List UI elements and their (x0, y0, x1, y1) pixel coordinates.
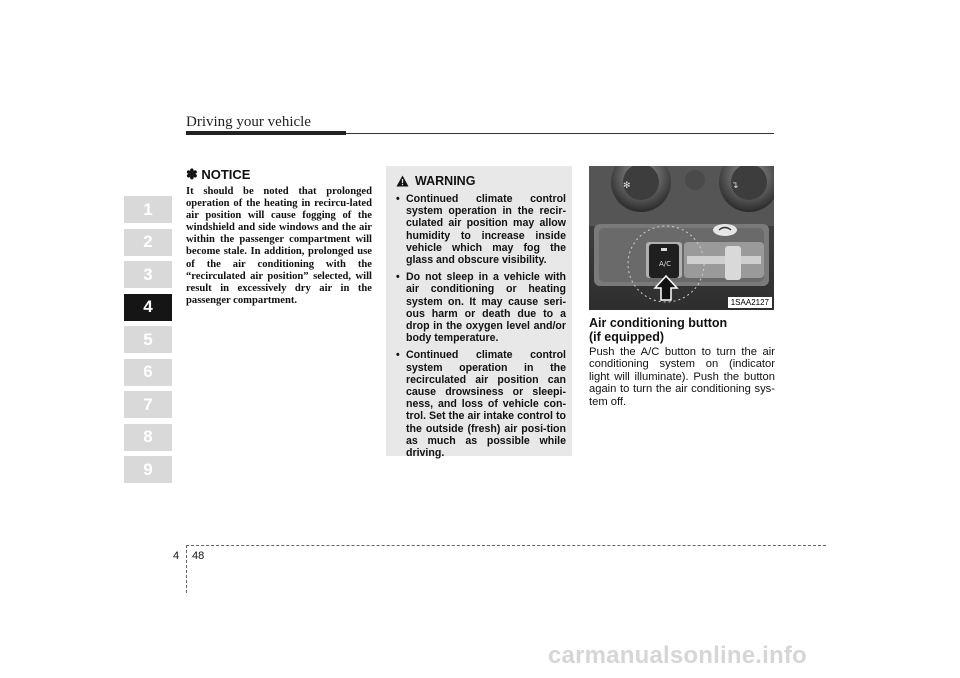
chapter-tab-7[interactable]: 7 (124, 391, 172, 418)
warning-item: • Continued climate control system operation in the recir-culated air position may allow humidity to increase inside vehicle which may fog the glass and obscure visibility. (396, 193, 566, 267)
warning-box (386, 166, 572, 460)
footer-chapter-number: 4 (173, 550, 180, 562)
ac-button-photo (589, 166, 774, 310)
chapter-tab-3[interactable]: 3 (124, 261, 172, 288)
climate-panel-illustration (589, 166, 774, 310)
header-rule-thin (346, 133, 774, 134)
footer-page-number: 48 (192, 550, 205, 562)
section-body: Push the A/C button to turn the air conditioning system on (indicator light will illuminate). Push the button again to turn the air conditioning sys-tem off. (589, 346, 775, 408)
svg-text:A/C: A/C (659, 260, 672, 268)
footer-rule (186, 545, 826, 546)
watermark: carmanualsonline.info (548, 642, 807, 669)
bullet-icon: • (396, 349, 400, 362)
footer-vertical-rule (186, 545, 187, 593)
warning-triangle-icon (396, 175, 409, 187)
header-rule-thick (186, 131, 346, 135)
chapter-tab-1[interactable]: 1 (124, 196, 172, 223)
section-heading: Air conditioning button (if equipped) (589, 316, 728, 344)
chapter-tab-9[interactable]: 9 (124, 456, 172, 483)
svg-text:↴: ↴ (731, 181, 739, 191)
figure-label: 1SAA2127 (728, 297, 772, 308)
notice-box (186, 166, 372, 307)
chapter-tab-8[interactable]: 8 (124, 424, 172, 451)
chapter-tab-2[interactable]: 2 (124, 229, 172, 256)
warning-item: • Do not sleep in a vehicle with air conditioning or heating system on. It may cause seri-ous harm or death due to a drop in the oxygen level and/or body temperature. (396, 271, 566, 345)
running-header-title: Driving your vehicle (186, 114, 311, 130)
chapter-tabs (124, 196, 172, 489)
chapter-tab-5[interactable]: 5 (124, 326, 172, 353)
warning-title-text: WARNING (415, 174, 476, 188)
bullet-icon: • (396, 271, 400, 284)
chapter-tab-4-active[interactable]: 4 (124, 294, 172, 321)
svg-text:✻: ✻ (623, 181, 631, 191)
warning-title (396, 174, 475, 188)
notice-title (186, 166, 372, 183)
notice-title-text: NOTICE (201, 167, 251, 182)
chapter-tab-6[interactable]: 6 (124, 359, 172, 386)
notice-star-icon: ✽ (186, 166, 198, 182)
warning-item: • Continued climate control system operation in the recirculated air position can cause drowsiness or sleepi-ness, and loss of vehicle con-trol. Set the air intake control to the outside (fresh) air posi-tion as much as possible while driving. (396, 349, 566, 460)
notice-body: It should be noted that prolonged operation of the heating in recircu-lated air position will cause fogging of the windshield and side windows and the air within the passenger compartment will become stale. In addition, prolonged use of the air conditioning with the “recirculated air position” selected, will result in excessively dry air in the passenger compartment. (186, 186, 372, 306)
warning-list (396, 193, 566, 464)
bullet-icon: • (396, 193, 400, 205)
